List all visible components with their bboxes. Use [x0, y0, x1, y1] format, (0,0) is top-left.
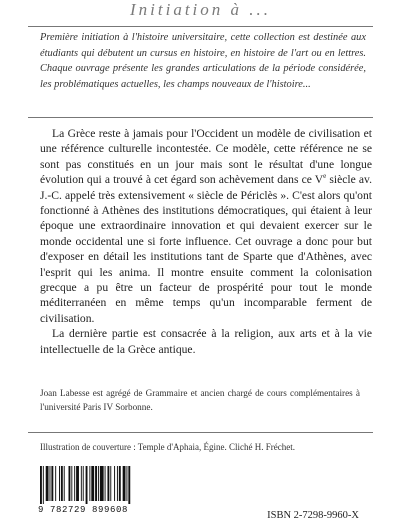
- barcode-bar: [74, 466, 75, 501]
- top-divider: [28, 26, 373, 27]
- cover-credit: Illustration de couverture : Temple d'Aphaia, Égine. Cliché H. Fréchet.: [40, 442, 295, 452]
- description-paragraph-2: La dernière partie est consacrée à la religion, aux arts et à la vie intellectuelle de la Grèce antique.: [40, 327, 372, 356]
- barcode-bar: [107, 466, 109, 501]
- barcode-bar: [119, 466, 121, 501]
- barcode-bars: [38, 466, 146, 504]
- author-note: Joan Labesse est agrégé de Grammaire et ancien chargé de cours complémentaires à l'université Paris IV Sorbonne.: [40, 388, 360, 412]
- barcode-bar: [117, 466, 118, 501]
- barcode-bar: [114, 466, 115, 501]
- paragraph-1-part-a: La Grèce reste à jamais pour l'Occident un modèle de civilisation et une référence culturelle incontestée. Ce modèle, cette référence ne se sont pas constitués en un jour mais sont le résultat d'une longue évolution qui a trouvé à cet égard son achèvement dans ce V: [40, 127, 372, 187]
- book-description: [40, 126, 372, 357]
- barcode-bar: [83, 466, 84, 501]
- barcode-bar: [105, 466, 106, 501]
- barcode-bar: [86, 466, 88, 504]
- barcode-bar: [110, 466, 111, 501]
- middle-divider: [28, 117, 373, 118]
- series-title: Initiation à ...: [129, 0, 272, 19]
- barcode-bar: [91, 466, 94, 501]
- barcode-bar: [64, 466, 65, 501]
- barcode-bar: [126, 466, 127, 501]
- paragraph-1-part-b: siècle av. J.-C. appelé très extensivement « siècle de Périclès ». C'est alors qu'ont fonctionné à Athènes des institutions démocratiques, qui étaient à leur époque une extraordinaire innovation et qui devaient exercer sur le monde occidental une si forte influence. Cet ouvrage a donc pour but d'exposer en détail les institutions tant de Sparte que d'Athènes, avec l'esprit qui les anima. Il montre ensuite comment la colonisation grecque a pu être un facteur de prospérité pour tout le monde méditerranéen en même temps qu'un incomparable ferment de civilisation.: [40, 173, 372, 325]
- barcode-bar: [128, 466, 130, 504]
- barcode-number: 9 782729 899608: [38, 505, 129, 515]
- century-superscript: e: [323, 172, 327, 181]
- isbn: ISBN 2-7298-9960-X: [267, 510, 359, 521]
- barcode-bar: [98, 466, 99, 501]
- barcode: [38, 466, 148, 515]
- barcode-bar: [55, 466, 56, 501]
- barcode-bar: [89, 466, 90, 501]
- barcode-bar: [81, 466, 82, 501]
- barcode-bar: [46, 466, 49, 501]
- barcode-bar: [50, 466, 51, 501]
- barcode-bar: [76, 466, 79, 501]
- barcode-bar: [61, 466, 63, 501]
- barcode-bar: [123, 466, 126, 501]
- barcode-bar: [95, 466, 97, 501]
- barcode-bar: [100, 466, 104, 501]
- collection-intro: Première initiation à l'histoire universitaire, cette collection est destinée aux étudiants qui débutent un cursus en histoire, en histoire de l'art ou en lettres. Chaque ouvrage présente les grandes articulations de la période considérée, les problématiques actuelles, les champs nouveaux de l'histoire...: [40, 32, 366, 90]
- barcode-bar: [69, 466, 71, 501]
- barcode-bar: [71, 466, 72, 501]
- barcode-bar: [59, 466, 60, 501]
- barcode-bar: [51, 466, 53, 501]
- barcode-bar: [43, 466, 44, 504]
- description-paragraph-1: [40, 126, 372, 326]
- bottom-divider: [28, 432, 373, 433]
- barcode-bar: [40, 466, 42, 504]
